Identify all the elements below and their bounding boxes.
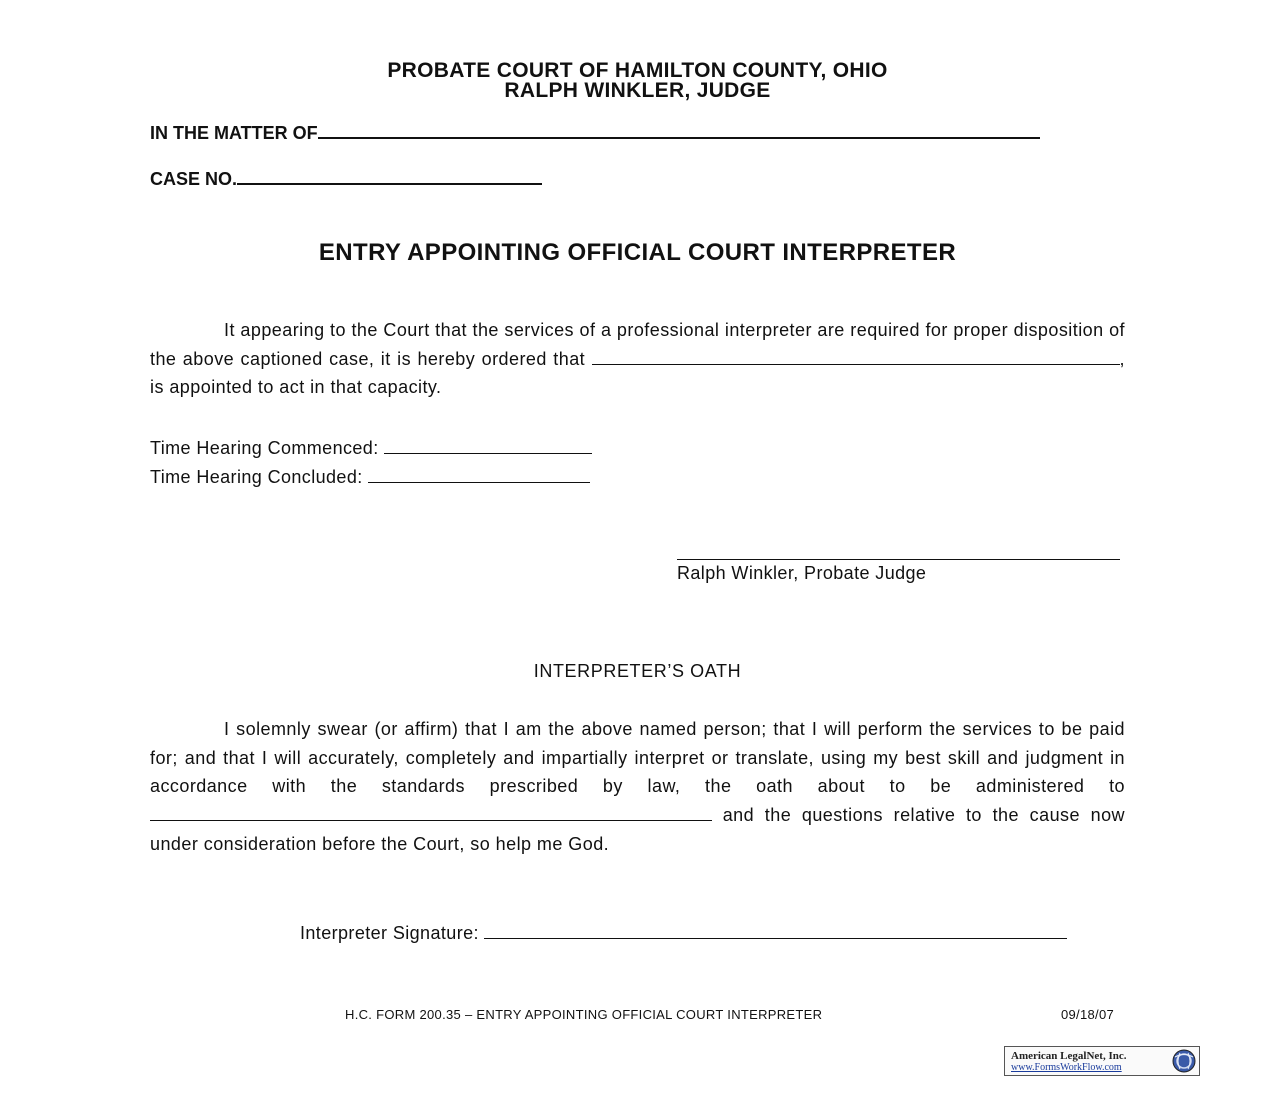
- oath-text-end: and the questions relative to the cause now under consideration before the Court, so help me God.: [150, 805, 1126, 854]
- judge-name: RALPH WINKLER, JUDGE: [504, 79, 771, 102]
- entry-text: It appearing to the Court that the services of a professional interpreter are required for proper disposition of the above captioned case, it is hereby ordered that: [150, 320, 1125, 369]
- oath-paragraph: [150, 715, 1125, 859]
- entry-text-end: , is appointed to act in that capacity.: [150, 348, 1125, 398]
- form-identifier: H.C. FORM 200.35 – ENTRY APPOINTING OFFICIAL COURT INTERPRETER: [345, 1007, 823, 1022]
- oath-party-blank[interactable]: [150, 801, 712, 821]
- time-concluded-label: Time Hearing Concluded:: [150, 467, 363, 487]
- time-concluded-blank[interactable]: [368, 463, 590, 483]
- interpreter-signature-label: Interpreter Signature:: [300, 923, 479, 943]
- interpreter-name-blank[interactable]: [592, 345, 1120, 365]
- matter-label: IN THE MATTER OF: [150, 123, 318, 143]
- case-number-label: CASE NO.: [150, 169, 238, 189]
- court-name: PROBATE COURT OF HAMILTON COUNTY, OHIO: [387, 59, 888, 82]
- time-commenced-label: Time Hearing Commenced:: [150, 438, 379, 458]
- oath-heading: INTERPRETER’S OATH: [533, 661, 742, 681]
- interpreter-signature-blank[interactable]: [484, 919, 1067, 939]
- time-concluded-field: [150, 463, 590, 488]
- globe-icon: [1171, 1048, 1197, 1074]
- judge-signature-line[interactable]: [677, 559, 1120, 560]
- oath-text: I solemnly swear (or affirm) that I am the above named person; that I will perform the services to be paid for; and that I will accurately, completely and impartially interpret or translate, using my best skill and judgment in accordance with the standards prescribed by law, the oath about to be administered to: [150, 719, 1125, 797]
- publisher-logo[interactable]: [1004, 1046, 1200, 1076]
- matter-blank[interactable]: [318, 119, 1040, 139]
- case-number-blank[interactable]: [237, 165, 542, 185]
- entry-paragraph: [150, 316, 1125, 402]
- entry-title: ENTRY APPOINTING OFFICIAL COURT INTERPRETER: [318, 239, 957, 266]
- judge-signature-caption: Ralph Winkler, Probate Judge: [677, 563, 927, 583]
- time-commenced-field: [150, 434, 592, 459]
- time-commenced-blank[interactable]: [384, 434, 592, 454]
- publisher-url[interactable]: www.FormsWorkFlow.com: [1011, 1062, 1122, 1073]
- court-header: [0, 61, 1275, 101]
- publisher-name: American LegalNet, Inc.: [1011, 1050, 1127, 1062]
- matter-field: [150, 119, 1040, 144]
- case-number-field: [150, 165, 542, 190]
- interpreter-signature-field: [300, 919, 1067, 944]
- form-date: 09/18/07: [1061, 1007, 1115, 1022]
